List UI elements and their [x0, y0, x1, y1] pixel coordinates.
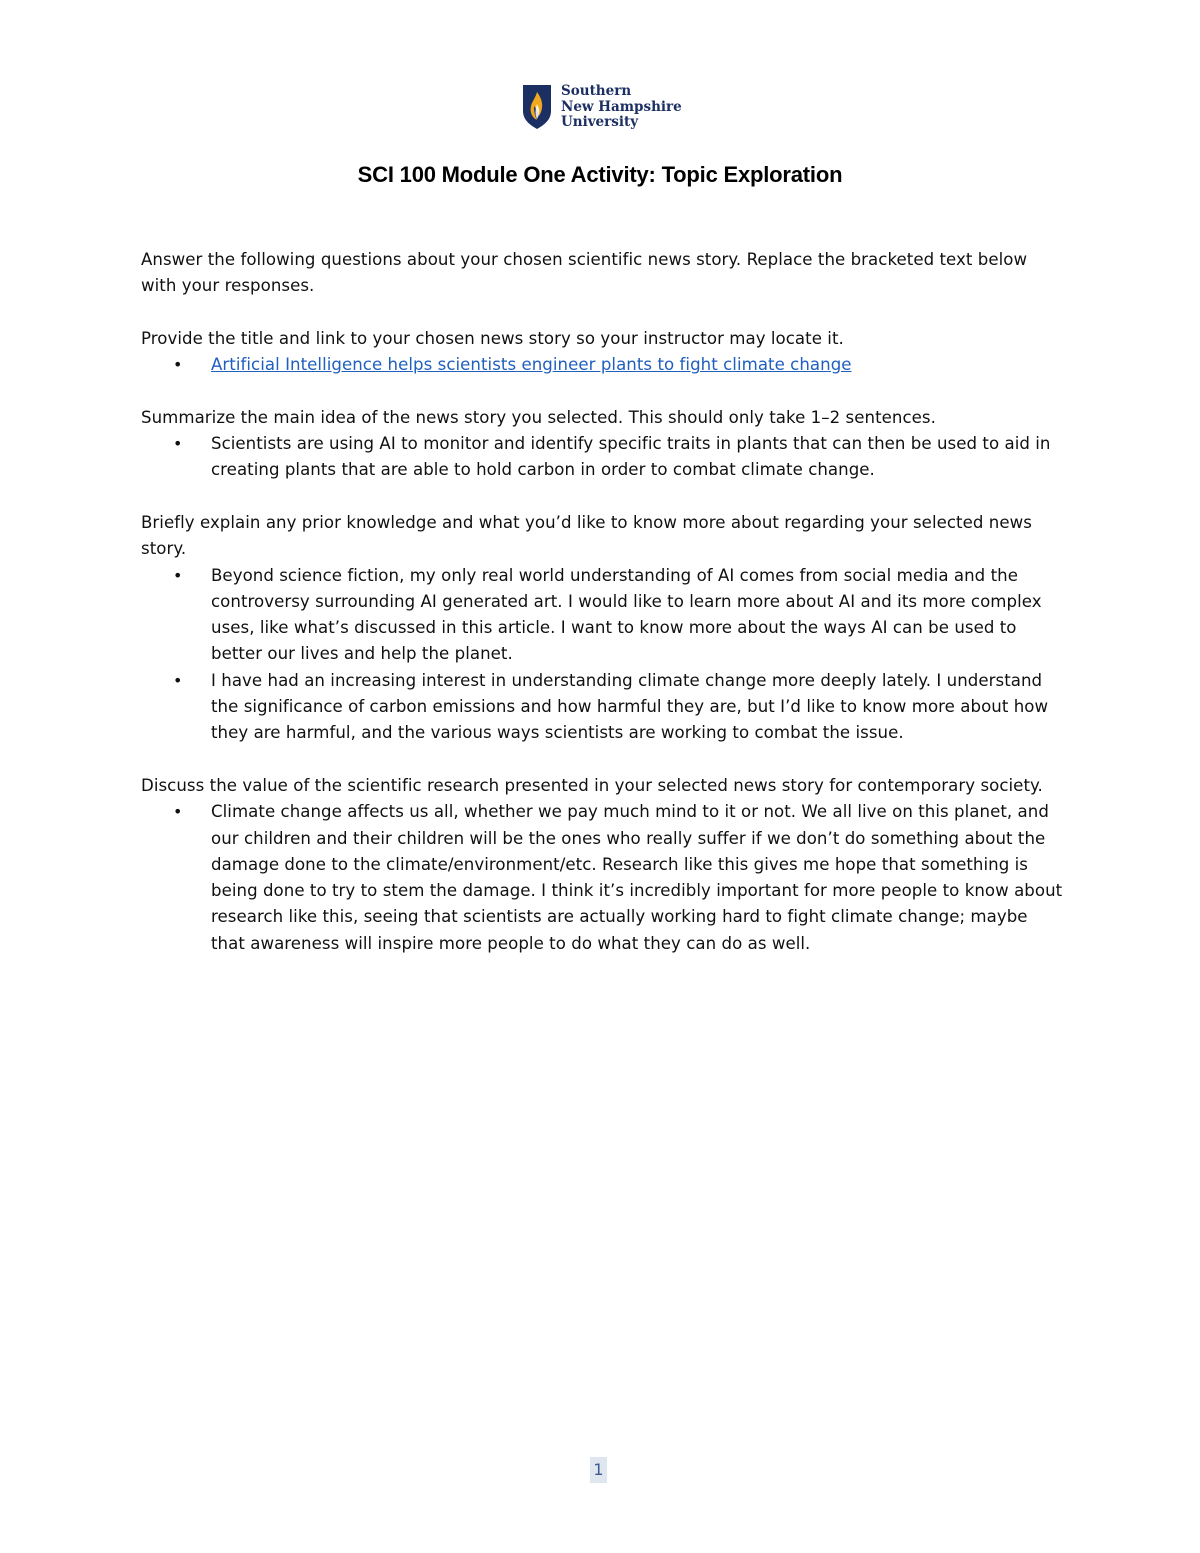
- bullet-icon: •: [173, 434, 183, 454]
- document-title: SCI 100 Module One Activity: Topic Exploration: [357, 162, 843, 187]
- document-body: [141, 247, 1066, 957]
- answer-text: Scientists are using AI to monitor and identify specific traits in plants that can then be used to aid in creating plants that are able to hold carbon in order to combat climate change.: [211, 434, 1051, 480]
- question-2: Summarize the main idea of the news story you selected. This should only take 1–2 sentences.: [141, 407, 936, 427]
- snhu-flame-shield-icon: [522, 84, 552, 130]
- university-logo: [522, 84, 682, 131]
- list-item: [141, 668, 1066, 747]
- logo-line-1: Southern: [561, 83, 632, 99]
- logo-line-3: University: [561, 114, 639, 130]
- answer-list-3: [141, 563, 1066, 747]
- question-1: Provide the title and link to your chosen news story so your instructor may locate it.: [141, 328, 844, 348]
- logo-wordmark: [561, 84, 682, 131]
- answer-list-4: [141, 799, 1066, 957]
- bullet-icon: •: [173, 802, 183, 822]
- logo-line-2: New Hampshire: [561, 98, 682, 115]
- question-3: Briefly explain any prior knowledge and what you’d like to know more about regarding your selected news story.: [141, 512, 1032, 559]
- list-item: [141, 799, 1066, 957]
- bullet-icon: •: [173, 355, 183, 375]
- answer-list-1: [141, 352, 1066, 378]
- intro-paragraph: Answer the following questions about your chosen scientific news story. Replace the bracketed text below with your responses.: [141, 250, 1028, 296]
- page-number: 1: [590, 1457, 607, 1483]
- list-item: [141, 431, 1066, 484]
- bullet-icon: •: [173, 670, 183, 690]
- bullet-icon: •: [173, 565, 183, 585]
- list-item: [141, 352, 1066, 378]
- answer-text: Beyond science fiction, my only real world understanding of AI comes from social media and the controversy surrounding AI generated art. I would like to learn more about AI and its more complex uses, like what’s discussed in this article. I want to know more about the ways AI can be used to better our lives and help the planet.: [211, 565, 1042, 664]
- news-story-link[interactable]: Artificial Intelligence helps scientists engineer plants to fight climate change: [211, 355, 852, 375]
- answer-text: Climate change affects us all, whether we pay much mind to it or not. We all live on this planet, and our children and their children will be the ones who really suffer if we don’t do something about the damage done to the climate/environment/etc. Research like this gives me hope that something is being done to try to stem the damage. I think it’s incredibly important for more people to know about research like this, seeing that scientists are actually working hard to fight climate change; maybe that awareness will inspire more people to do what they can do as well.: [211, 802, 1063, 953]
- question-4: Discuss the value of the scientific research presented in your selected news story for contemporary society.: [141, 775, 1043, 795]
- answer-list-2: [141, 431, 1066, 484]
- answer-text: I have had an increasing interest in understanding climate change more deeply lately. I understand the significance of carbon emissions and how harmful they are, but I’d like to know more about how they are harmful, and the various ways scientists are working to combat the issue.: [211, 670, 1049, 743]
- list-item: [141, 563, 1066, 668]
